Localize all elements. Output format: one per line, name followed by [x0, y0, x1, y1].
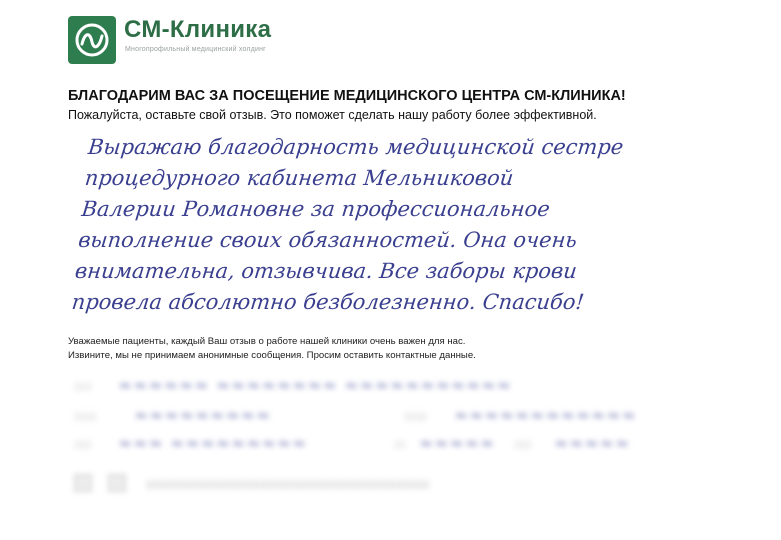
brand-tagline: Многопрофильный медицинский холдинг: [125, 46, 266, 53]
logo-mark-icon: [68, 16, 116, 64]
feedback-line: процедурного кабинета Мельниковой: [83, 166, 515, 190]
cm-clinic-logo-icon: [68, 16, 116, 64]
feedback-line: внимательна, отзывчива. Все заборы крови: [73, 259, 579, 283]
form-subheading: Пожалуйста, оставьте свой отзыв. Это поможет сделать нашу работу более эффективной.: [68, 108, 597, 122]
notice-text: [68, 335, 476, 363]
notice-line: Уважаемые пациенты, каждый Ваш отзыв о работе нашей клиники очень важен для нас.: [68, 336, 466, 347]
form-heading: БЛАГОДАРИМ ВАС ЗА ПОСЕЩЕНИЕ МЕДИЦИНСКОГО ЦЕНТРА СМ-КЛИНИКА!: [68, 88, 626, 104]
brand-name: СМ-Клиника: [124, 16, 272, 43]
feedback-line: Валерии Романовне за профессиональное: [80, 197, 552, 221]
feedback-line: выполнение своих обязанностей. Она очень: [77, 228, 579, 252]
notice-line: Извините, мы не принимаем анонимные сообщения. Просим оставить контактные данные.: [68, 350, 476, 361]
redacted-contact-details: ░░░ ≈≈≈≈≈≈ ≈≈≈≈≈≈≈≈ ≈≈≈≈≈≈≈≈≈≈≈ ░░░░ ≈≈≈≈≈≈≈≈≈ ░░░░ ≈≈≈≈≈≈≈≈≈≈≈≈ ░░░ ≈≈≈ ≈≈≈≈≈≈≈≈≈ ░░ ≈≈≈≈≈ ░░░ ≈≈≈≈≈ ▒▒▒▒▒▒▒▒▒▒▒▒▒▒▒▒▒▒▒▒▒▒▒▒▒▒▒▒▒▒▒▒▒▒▒▒▒▒▒▒▒▒▒▒▒▒▒▒▒▒: [74, 376, 724, 506]
feedback-line: Выражаю благодарность медицинской сестре: [86, 135, 625, 159]
handwritten-feedback: [70, 132, 730, 318]
feedback-line: провела абсолютно безболезненно. Спасибо!: [70, 290, 586, 314]
